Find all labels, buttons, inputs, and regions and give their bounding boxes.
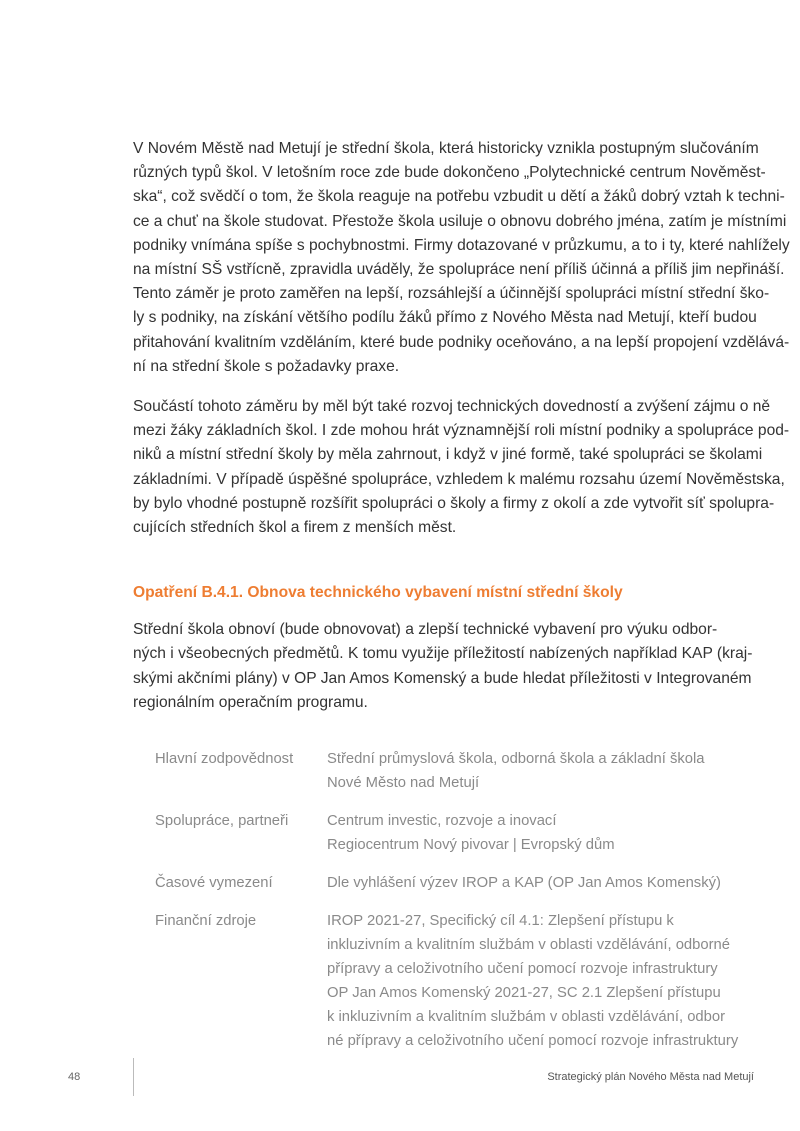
- text-line: V Novém Městě nad Metují je střední škola, která historicky vznikla postupným slučováním: [133, 140, 759, 157]
- info-value-line: OP Jan Amos Komenský 2021-27, SC 2.1 Zlepšení přístupu: [327, 985, 721, 1001]
- info-label: Časové vymezení: [155, 875, 273, 891]
- info-label: Finanční zdroje: [155, 913, 257, 929]
- footer-document-title: Strategický plán Nového Města nad Metují: [547, 1071, 754, 1083]
- info-value-line: IROP 2021-27, Specifický cíl 4.1: Zlepšení přístupu k: [327, 913, 674, 929]
- info-value: [327, 809, 615, 857]
- info-value: [327, 747, 705, 795]
- footer-divider: [133, 1058, 134, 1096]
- text-line: regionálním operačním programu.: [133, 693, 368, 711]
- measure-title: Obnova technického vybavení místní střední školy: [247, 584, 623, 602]
- info-value-line: né přípravy a celoživotního učení pomocí rozvoje infrastruktury: [327, 1033, 739, 1049]
- info-value-line: inkluzivním a kvalitním službám v oblasti vzdělávání, odborné: [327, 937, 730, 953]
- text-line: by bylo vhodné postupně rozšířit spolupráci o školy a firmy z okolí a zde vytvořit síť spolupra-: [133, 494, 775, 512]
- info-label: Hlavní zodpovědnost: [155, 751, 294, 767]
- info-value-line: k inkluzivním a kvalitním službám v oblasti vzdělávání, odbor: [327, 1009, 726, 1025]
- measure-paragraph: [133, 618, 753, 715]
- measure-heading: [133, 582, 743, 604]
- text-line: niků a místní střední školy by měla zahrnout, i když v jiné formě, také spolupráci se školami: [133, 446, 763, 464]
- text-line: ly s podniky, na získání většího podílu žáků přímo z Nového Města nad Metují, kteří budou: [133, 309, 757, 327]
- info-row-responsibility: [155, 747, 755, 795]
- info-row-funding: [155, 909, 755, 1053]
- measure-info-table: [155, 747, 755, 1067]
- info-row-timing: [155, 871, 755, 895]
- text-line: různých typů škol. V letošním roce zde bude dokončeno „Polytechnické centrum Nověměst-: [133, 164, 766, 182]
- text-line: cujících středních škol a firem z menších měst.: [133, 519, 457, 537]
- info-value-line: přípravy a celoživotního učení pomocí rozvoje infrastruktury: [327, 961, 718, 977]
- text-line: přitahování kvalitním vzděláním, které bude podniky oceňováno, a na lepší propojení vzdělává-: [133, 333, 790, 351]
- intro-paragraph: [133, 137, 790, 379]
- info-value-line: Dle vyhlášení výzev IROP a KAP (OP Jan Amos Komenský): [327, 875, 721, 891]
- text-line: ných i všeobecných předmětů. K tomu využije příležitostí nabízených například KAP (kraj-: [133, 645, 753, 663]
- second-paragraph: [133, 395, 790, 540]
- text-line: Střední škola obnoví (bude obnovovat) a zlepší technické vybavení pro výuku odbor-: [133, 621, 718, 639]
- text-line: mezi žáky základních škol. I zde mohou hrát významnější roli místní podniky a spolupráce pod-: [133, 422, 790, 440]
- info-value: [327, 909, 738, 1053]
- info-value-line: Regiocentrum Nový pivovar | Evropský dům: [327, 837, 615, 853]
- text-line: na místní SŠ vstřícně, zpravidla uváděly, že spolupráce není příliš účinná a příliš jim nepřináší.: [133, 261, 785, 279]
- info-value: [327, 871, 721, 895]
- text-line: ce a chuť na škole studovat. Přestože škola usiluje o obnovu dobrého jména, zatím je místními: [133, 212, 787, 230]
- text-line: ní na střední škole s požadavky praxe.: [133, 357, 400, 375]
- page-number: 48: [68, 1071, 81, 1083]
- text-line: základními. V případě úspěšné spolupráce, vzhledem k malému rozsahu území Nověměstska,: [133, 470, 785, 488]
- text-line: skými akčními plány) v OP Jan Amos Komenský a bude hledat příležitosti v Integrovaném: [133, 669, 752, 687]
- text-line: ska“, což svědčí o tom, že škola reaguje na potřebu vzbudit u dětí a žáků dobrý vztah k techni-: [133, 188, 785, 206]
- info-value-line: Centrum investic, rozvoje a inovací: [327, 813, 557, 829]
- text-line: Součástí tohoto záměru by měl být také rozvoj technických dovedností a zvýšení zájmu o ně: [133, 398, 771, 416]
- measure-label: Opatření B.4.1.: [133, 584, 244, 602]
- info-row-partners: [155, 809, 755, 857]
- info-value-line: Nové Město nad Metují: [327, 775, 480, 791]
- info-value-line: Střední průmyslová škola, odborná škola a základní škola: [327, 751, 705, 767]
- main-content: [133, 137, 790, 731]
- text-line: podniky vnímána spíše s pochybnostmi. Firmy dotazované v průzkumu, a to i ty, které nahlížely: [133, 236, 790, 254]
- text-line: Tento záměr je proto zaměřen na lepší, rozsáhlejší a účinnější spolupráci místní střední ško-: [133, 285, 770, 303]
- info-label: Spolupráce, partneři: [155, 813, 289, 829]
